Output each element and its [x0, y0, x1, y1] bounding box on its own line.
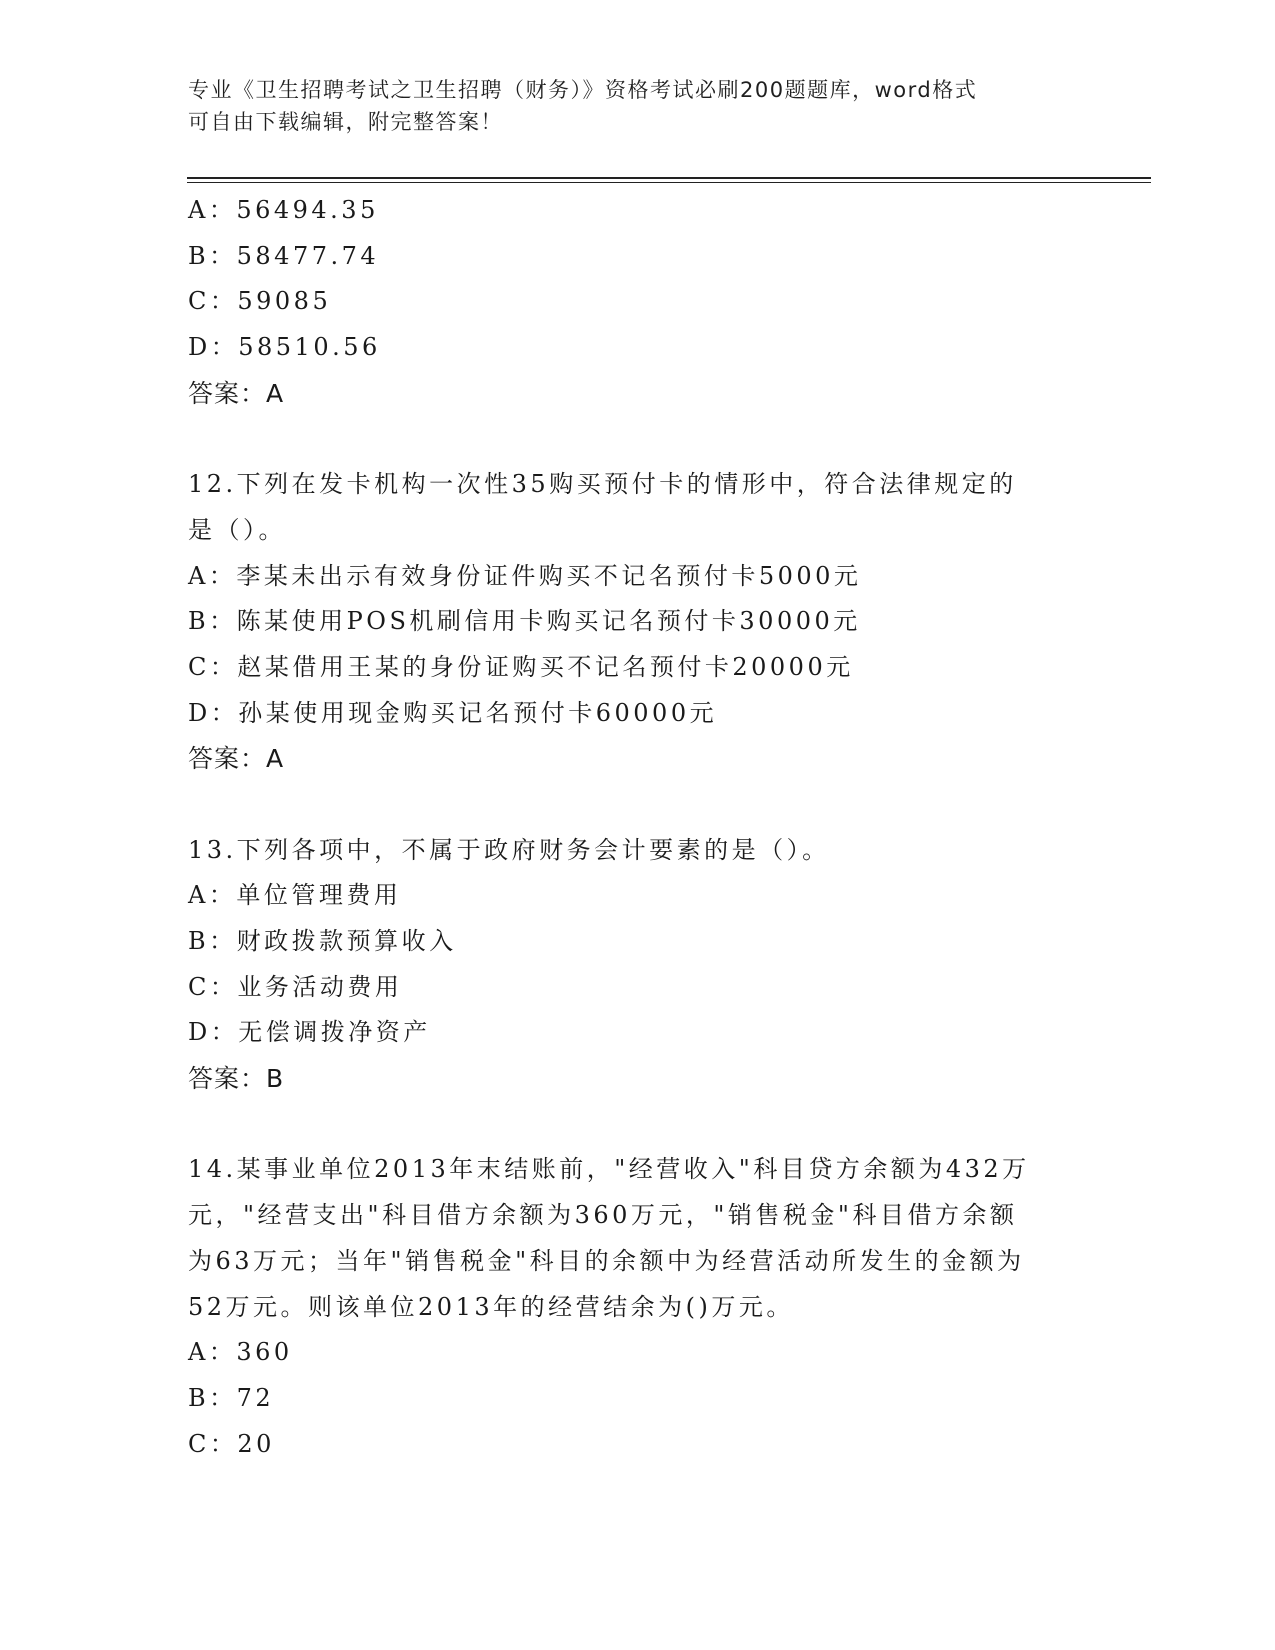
question-stem: 52万元。则该单位2013年的经营结余为()万元。 — [188, 1292, 794, 1321]
question-11 — [188, 188, 1088, 416]
option-b: B：陈某使用POS机刷信用卡购买记名预付卡30000元 — [188, 607, 861, 636]
option-c: C：赵某借用王某的身份证购买不记名预付卡20000元 — [188, 652, 854, 681]
question-stem: 14.某事业单位2013年末结账前，"经营收入"科目贷方余额为432万 — [188, 1155, 1030, 1184]
question-13 — [188, 828, 1088, 1102]
option-d: D：58510.56 — [188, 333, 381, 362]
answer: 答案：A — [188, 378, 285, 408]
option-a: A：56494.35 — [188, 196, 379, 224]
option-a: A：李某未出示有效身份证件购买不记名预付卡5000元 — [188, 561, 862, 590]
header-line-2: 可自由下载编辑，附完整答案！ — [188, 110, 503, 134]
answer: 答案：A — [188, 744, 285, 774]
question-stem: 是（）。 — [188, 515, 286, 544]
option-c: C：业务活动费用 — [188, 972, 403, 1001]
header-line-1: 专业《卫生招聘考试之卫生招聘（财务）》资格考试必刷200题题库，word格式 — [188, 78, 978, 102]
question-stem: 13.下列各项中，不属于政府财务会计要素的是（）。 — [188, 835, 830, 864]
option-c: C：20 — [188, 1429, 275, 1458]
option-b: B：58477.74 — [188, 241, 380, 270]
question-stem: 为63万元；当年"销售税金"科目的余额中为经营活动所发生的金额为 — [188, 1246, 1025, 1275]
question-content — [188, 188, 1088, 1467]
spacer — [188, 416, 1088, 462]
option-a: A：单位管理费用 — [188, 881, 402, 910]
option-b: B：财政拨款预算收入 — [188, 927, 457, 955]
option-b: B：72 — [188, 1383, 275, 1412]
option-a: A：360 — [188, 1338, 293, 1367]
option-c: C：59085 — [188, 287, 332, 316]
question-stem: 元，"经营支出"科目借方余额为360万元，"销售税金"科目借方余额 — [188, 1201, 1018, 1230]
option-d: D：无偿调拨净资产 — [188, 1018, 431, 1047]
option-d: D：孙某使用现金购买记名预付卡60000元 — [188, 698, 718, 727]
spacer — [188, 1102, 1088, 1148]
answer: 答案：B — [188, 1064, 285, 1094]
question-12 — [188, 462, 1088, 782]
spacer — [188, 782, 1088, 828]
document-header — [188, 74, 1068, 138]
header-divider — [187, 177, 1151, 183]
question-14 — [188, 1147, 1088, 1467]
question-stem: 12.下列在发卡机构一次性35购买预付卡的情形中，符合法律规定的 — [188, 470, 1017, 499]
